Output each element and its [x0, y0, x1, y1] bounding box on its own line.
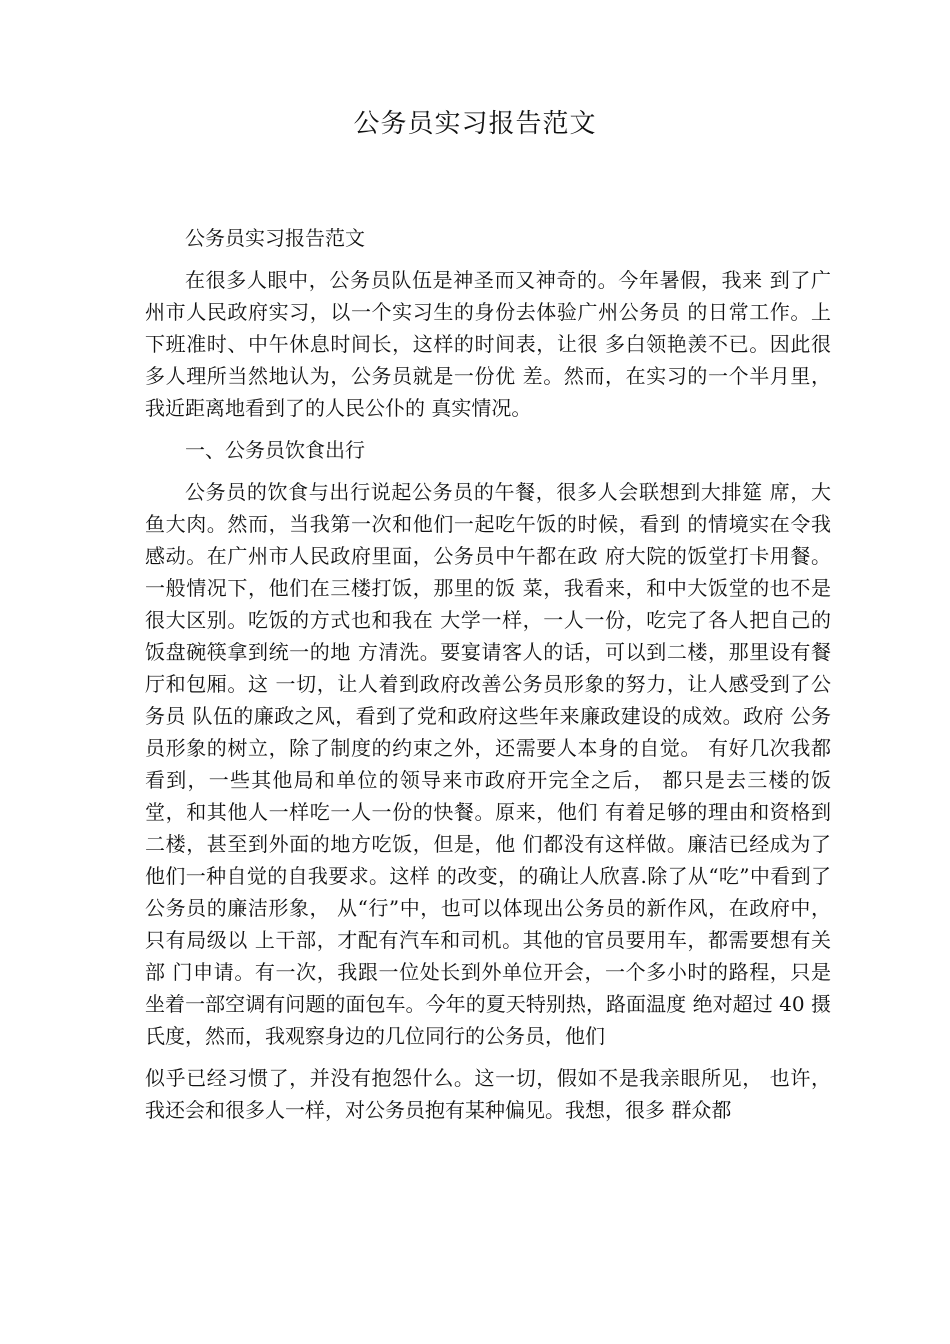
section-heading-intro: 公务员实习报告范文	[185, 226, 365, 250]
document-body	[145, 222, 831, 1126]
document-title: 公务员实习报告范文	[353, 109, 597, 139]
paragraph-continuation: 似乎已经习惯了，并没有抱怨什么。这一切，假如不是我亲眼所见， 也许，我还会和很多人一样，对公务员抱有某种偏见。我想，很多 群众都	[145, 1066, 831, 1122]
paragraph-intro: 在很多人眼中，公务员队伍是神圣而又神奇的。今年暑假，我来 到了广州市人民政府实习，以一个实习生的身份去体验广州公务员 的日常工作。上下班准时、中午休息时间长，这样的时间表，让很 多白领艳羡不已。因此很多人理所当然地认为，公务员就是一份优 差。然而，在实习的一个半月里，我近距离地看到了的人民公仆的 真实情况。	[145, 268, 831, 420]
section-heading-food-travel: 一、公务员饮食出行	[185, 438, 365, 462]
paragraph-food-travel: 公务员的饮食与出行说起公务员的午餐，很多人会联想到大排筵 席，大鱼大肉。然而，当我第一次和他们一起吃午饭的时候，看到 的情境实在令我感动。在广州市人民政府里面，公务员中午都在政 府大院的饭堂打卡用餐。一般情况下，他们在三楼打饭，那里的饭 菜，我看来，和中大饭堂的也不是很大区别。吃饭的方式也和我在 大学一样，一人一份，吃完了各人把自己的饭盘碗筷拿到统一的地 方清洗。要宴请客人的话，可以到二楼，那里设有餐厅和包厢。这 一切，让人着到政府改善公务员形象的努力，让人感受到了公务员 队伍的廉政之风，看到了党和政府这些年来廉政建设的成效。政府 公务员形象的树立，除了制度的约束之外，还需要人本身的自觉。 有好几次我都看到，一些其他局和单位的领导来市政府开完全之后， 都只是去三楼的饭堂，和其他人一样吃一人一份的快餐。原来，他们 有着足够的理由和资格到二楼，甚至到外面的地方吃饭，但是，他 们都没有这样做。廉洁已经成为了他们一种自觉的自我要求。这样 的改变，的确让人欣喜.除了从“吃”中看到了公务员的廉洁形象， 从“行”中，也可以体现出公务员的新作风，在政府中，只有局级以 上干部，才配有汽车和司机。其他的官员要用车，都需要想有关部 门申请。有一次，我跟一位处长到外单位开会，一个多小时的路程，只是坐着一部空调有问题的面包车。今年的夏天特别热，路面温度 绝对超过 40 摄氏度，然而，我观察身边的几位同行的公务员，他们	[145, 480, 831, 1048]
